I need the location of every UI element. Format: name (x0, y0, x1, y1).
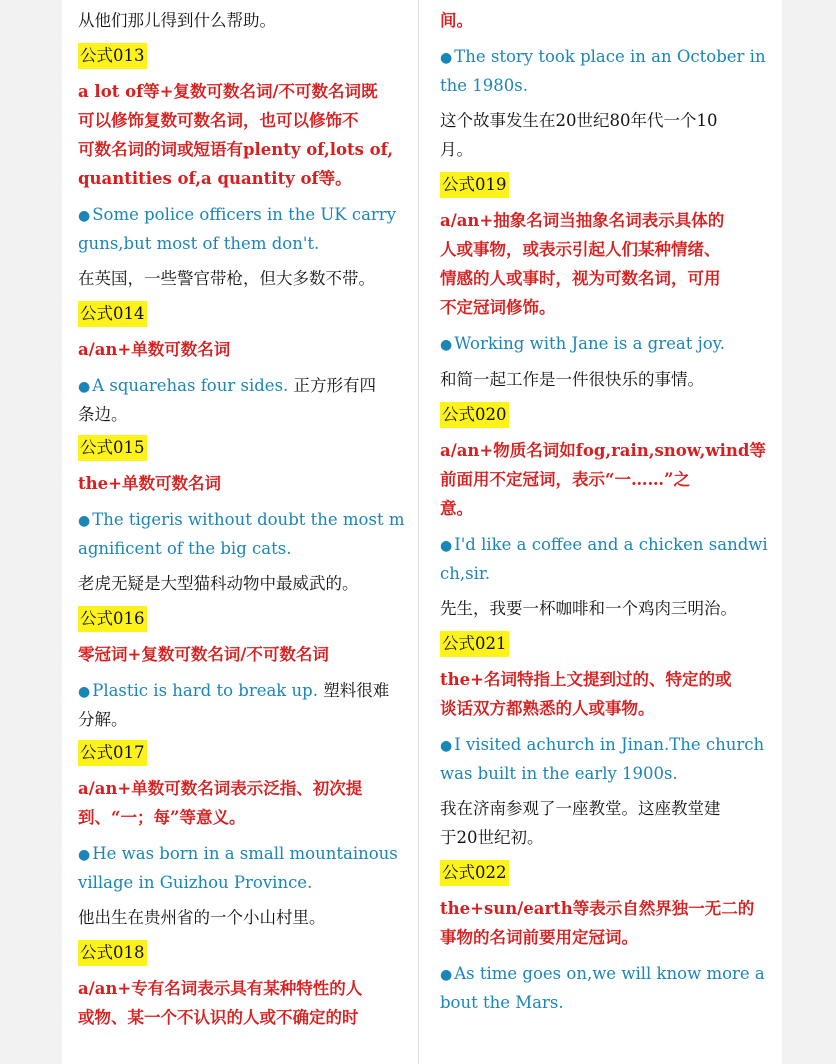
formula-015-rule: the+单数可数名词 (78, 474, 221, 493)
bullet-icon: ● (78, 379, 91, 395)
formula-018-example: ● The story took place in an October in the 1980s. (440, 47, 766, 95)
formula-017-tag: 公式017 (78, 740, 147, 766)
formula-013-tag: 公式013 (78, 43, 147, 69)
formula-019-translation: 和简一起工作是一件很快乐的事情。 (440, 370, 704, 389)
formula-016-example: ● Plastic is hard to break up. 塑料很难 分解。 (78, 681, 390, 729)
formula-020-rule: a/an+物质名词如fog,rain,snow,wind等 前面用不定冠词，表示“一……”之 意。 (440, 441, 766, 518)
formula-014-example: ● A squarehas four sides. 正方形有四 条边。 (78, 376, 377, 424)
formula-020-tag: 公式020 (440, 402, 509, 428)
formula-017-rule: a/an+单数可数名词表示泛指、初次提 到、“一；每”等意义。 (78, 779, 363, 827)
bullet-icon: ● (440, 538, 453, 554)
formula-014-rule: a/an+单数可数名词 (78, 340, 231, 359)
formula-013-example: ● Some police officers in the UK carry guns,but most of them don't. (78, 205, 397, 253)
formula-014-tag: 公式014 (78, 301, 147, 327)
bullet-icon: ● (78, 208, 91, 224)
intro-text: 从他们那儿得到什么帮助。 (78, 11, 276, 30)
bullet-icon: ● (440, 738, 453, 754)
formula-022-rule: the+sun/earth等表示自然界独一无二的 事物的名词前要用定冠词。 (440, 899, 755, 947)
bullet-icon: ● (78, 513, 91, 529)
column-divider (418, 0, 419, 1064)
bullet-icon: ● (440, 967, 453, 983)
formula-019-tag: 公式019 (440, 172, 509, 198)
formula-013-translation: 在英国，一些警官带枪，但大多数不带。 (78, 269, 375, 288)
bullet-icon: ● (440, 50, 453, 66)
formula-015-example: ● The tigeris without doubt the most m agnificent of the big cats. (78, 510, 405, 558)
formula-018-tag: 公式018 (78, 940, 147, 966)
formula-016-rule: 零冠词+复数可数名词/不可数名词 (78, 645, 329, 664)
bullet-icon: ● (440, 337, 453, 353)
formula-022-example: ● As time goes on,we will know more a bout the Mars. (440, 964, 765, 1012)
formula-018-translation: 这个故事发生在20世纪80年代一个10 月。 (440, 111, 718, 159)
formula-018-rule-cont: 间。 (440, 11, 473, 30)
formula-017-translation: 他出生在贵州省的一个小山村里。 (78, 908, 326, 927)
formula-020-translation: 先生，我要一杯咖啡和一个鸡肉三明治。 (440, 599, 737, 618)
bullet-icon: ● (78, 847, 91, 863)
formula-021-tag: 公式021 (440, 631, 509, 657)
formula-015-translation: 老虎无疑是大型猫科动物中最威武的。 (78, 574, 359, 593)
formula-018-rule: a/an+专有名词表示具有某种特性的人 或物、某一个不认识的人或不确定的时 (78, 979, 363, 1027)
formula-021-rule: the+名词特指上文提到过的、特定的或 谈话双方都熟悉的人或事物。 (440, 670, 732, 718)
formula-021-translation: 我在济南参观了一座教堂。这座教堂建 于20世纪初。 (440, 799, 721, 847)
left-column (78, 6, 408, 1040)
formula-019-rule: a/an+抽象名词当抽象名词表示具体的 人或事物，或表示引起人们某种情绪、 情感的人或事时，视为可数名词，可用 不定冠词修饰。 (440, 211, 725, 317)
formula-020-example: ● I'd like a coffee and a chicken sandwi ch,sir. (440, 535, 768, 583)
formula-017-example: ● He was born in a small mountainous village in Guizhou Province. (78, 844, 398, 892)
bullet-icon: ● (78, 684, 91, 700)
formula-015-tag: 公式015 (78, 435, 147, 461)
right-column (440, 6, 770, 1023)
formula-022-tag: 公式022 (440, 860, 509, 886)
formula-019-example: ● Working with Jane is a great joy. (440, 334, 726, 353)
formula-013-rule: a lot of等+复数可数名词/不可数名词既 可以修饰复数可数名词，也可以修饰不 可数名词的词或短语有plenty of,lots of, quantities of,a quantity of等。 (78, 82, 394, 188)
formula-016-tag: 公式016 (78, 606, 147, 632)
formula-021-example: ● I visited achurch in Jinan.The church was built in the early 1900s. (440, 735, 765, 783)
